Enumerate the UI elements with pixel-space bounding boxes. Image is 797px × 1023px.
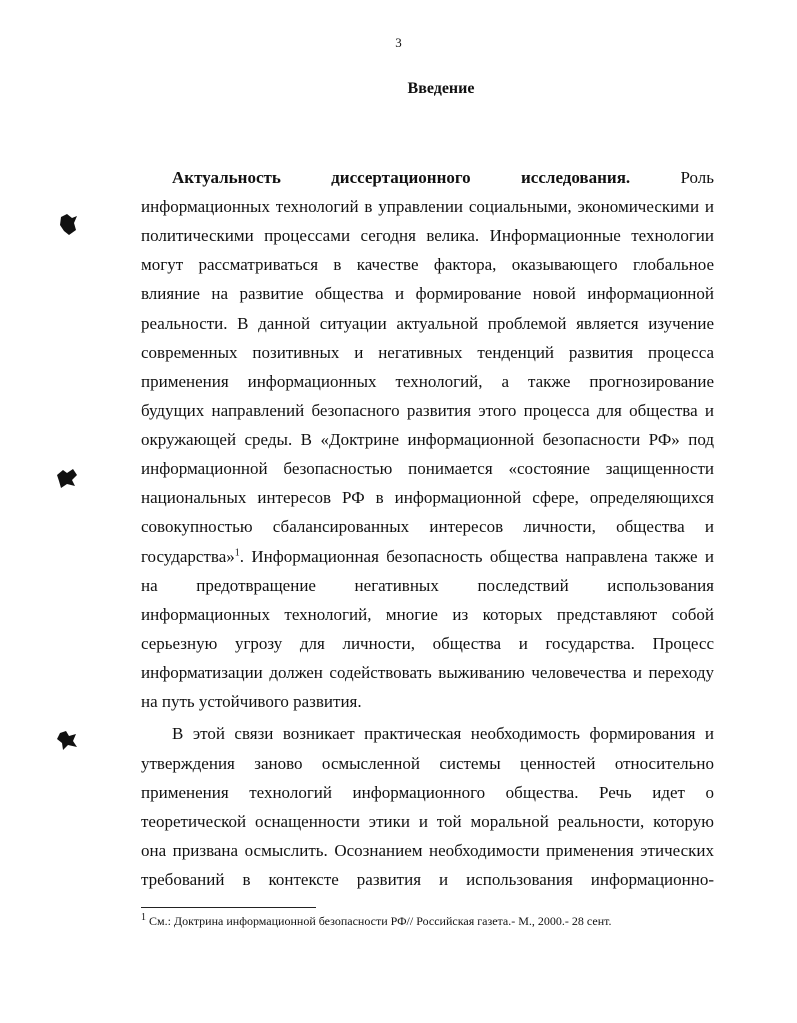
paragraph-1-line: могут рассматриваться в качестве фактора, оказывающего глобальное [141,255,714,274]
text-before-ref: государства» [141,547,235,566]
paragraph-1-line: реальности. В данной ситуации актуальной проблемой является изучение [141,314,714,333]
paragraph-1-line: информатизации должен содействовать выживанию человечества и переходу [141,663,714,682]
paragraph-2-line: применения технологий информационного общества. Речь идет о [141,783,714,802]
paragraph-1-line-footnote-ref [141,542,714,571]
lead-word-2: диссертационного [331,168,471,187]
binding-hole-mark [55,467,79,489]
lead-rest: Роль [680,168,715,187]
paragraph-2-line-0: В этой связи возникает практическая необходимость формирования и [172,724,714,743]
footnote-number: 1 [141,912,146,923]
paragraph-1-line: влияние на развитие общества и формирование новой информационной [141,284,714,303]
paragraph-1-line: информационной безопасностью понимается «состояние защищенности [141,459,714,478]
paragraph-1-line: информационных технологий, многие из которых представляют собой [141,605,714,624]
paragraph-1-line-0 [172,163,714,192]
paragraph-1-line: современных позитивных и негативных тенденций развития процесса [141,343,714,362]
paragraph-2-line: требований в контексте развития и использования информационно- [141,870,714,889]
paragraph-1-line: будущих направлений безопасного развития этого процесса для общества и [141,401,714,420]
paragraph-1-line: серьезную угрозу для личности, общества и государства. Процесс [141,634,714,653]
page-number: 3 [395,35,402,50]
footnote-rule [141,907,316,908]
paragraph-2-line: теоретической оснащенности этики и той моральной реальности, которую [141,812,714,831]
paragraph-1-line: информационных технологий в управлении социальными, экономическими и [141,197,714,216]
paragraph-1-line: национальных интересов РФ в информационной сфере, определяющихся [141,488,714,507]
paragraph-1-line: применения информационных технологий, а также прогнозирование [141,372,714,391]
footnote [141,914,611,929]
paragraph-1-last-line: на путь устойчивого развития. [141,692,362,711]
binding-hole-mark [58,213,78,237]
paragraph-1-line: политическими процессами сегодня велика. Информационные технологии [141,226,714,245]
paragraph-2-line: утверждения заново осмысленной системы ценностей относительно [141,754,714,773]
text-after-ref: . Информационная безопасность общества направлена также и [239,547,714,566]
footnote-ref: 1 [234,547,240,559]
paragraph-1-line: на предотвращение негативных последствий использования [141,576,714,595]
page-title: Введение [407,80,475,97]
lead-word-3: исследования. [521,168,631,187]
lead-word-1: Актуальность [172,168,281,187]
footnote-text: См.: Доктрина информационной безопасности РФ// Российская газета.- М., 2000.- 28 сент. [146,914,612,928]
paragraph-1-line: совокупностью сбалансированных интересов личности, общества и [141,517,714,536]
paragraph-2-line: она призвана осмыслить. Осознанием необходимости применения этических [141,841,714,860]
paragraph-1-line: окружающей среды. В «Доктрине информационной безопасности РФ» под [141,430,714,449]
binding-hole-mark [56,729,78,751]
